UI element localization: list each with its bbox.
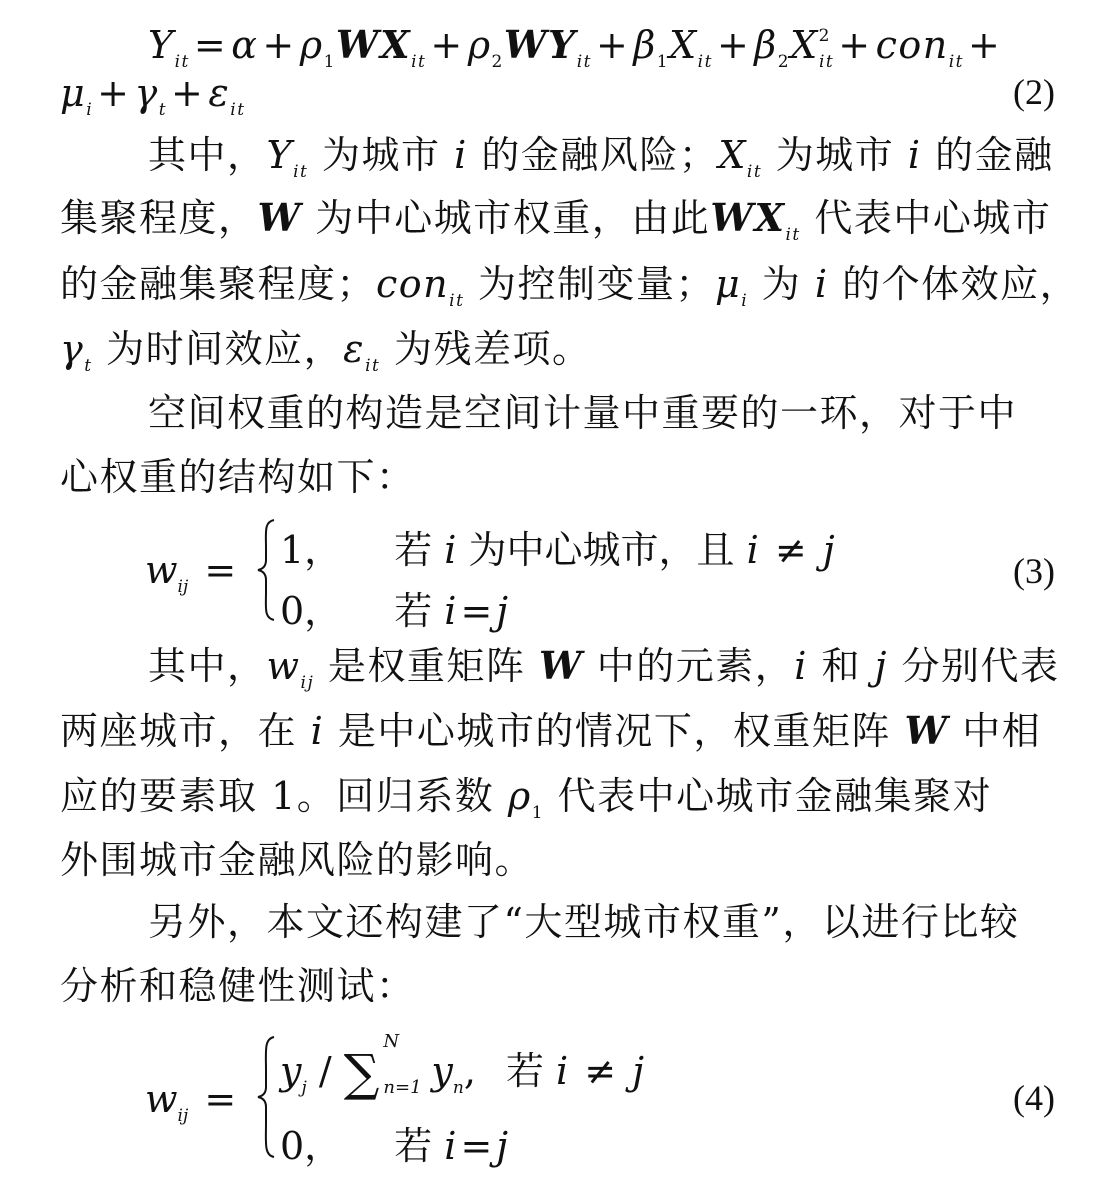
equation-4-number: (4) <box>1013 1078 1055 1118</box>
equation-3-case-2: 0， 若 i = j <box>280 589 509 633</box>
para1-line-1: 其中，$Y_{it}$ 为城市 i 的金融风险；$X_{it}$ 为城市 i 的金融 <box>148 133 1054 182</box>
para3-line-3: 应的要素取 1。回归系数 $\rho_1$ 代表中心城市金融集聚对 <box>60 774 993 823</box>
para3-line-1: 其中，$w_{ij}$ 是权重矩阵 W 中的元素，i 和 j 分别代表 <box>148 643 1060 693</box>
equation-2-line-1: $Y_{it} = \alpha + \rho_1WX_{it} + \rho_2WY_{it} + \beta_1X_{it} + \beta_2X^2_{it} + con_{it}$ + <box>148 22 1002 72</box>
equation-3-number: (3) <box>1013 551 1055 591</box>
para1-line-2: 集聚程度，W 为中心城市权重，由此$WX_{it}$ 代表中心城市 <box>60 195 1052 245</box>
equation-2-line-2: $\mu_i + \gamma_t + \varepsilon_{it}$ <box>60 71 246 120</box>
para2-line-1: 空间权重的构造是空间计量中重要的一环，对于中 <box>148 391 1018 435</box>
equation-4-lhs: $w_{ij}$ = <box>145 1077 237 1126</box>
equation-3-brace <box>256 518 278 622</box>
para2-line-2: 心权重的结构如下： <box>60 455 416 499</box>
equation-4-brace <box>256 1035 278 1159</box>
para1-line-4: $\gamma_t$ 为时间效应，$\varepsilon_{it}$ 为残差项。 <box>60 327 592 376</box>
para1-line-3: 的金融集聚程度；con$_{it}$ 为控制变量；$\mu_i$ 为 i 的个体效应， <box>60 262 1080 311</box>
equation-4-case-2: 0， 若 i = j <box>280 1124 509 1168</box>
equation-2-number: (2) <box>1013 72 1055 112</box>
para3-line-4: 外围城市金融风险的影响。 <box>60 838 535 882</box>
para4-line-1: 另外，本文还构建了“大型城市权重”，以进行比较 <box>148 900 1020 944</box>
para3-line-2: 两座城市，在 i 是中心城市的情况下，权重矩阵 W 中相 <box>60 708 1042 753</box>
equation-4-case-1: $y_j$ / ∑ N n=1 $y_n$, 若 i ≠ j <box>280 1030 645 1102</box>
equation-3-lhs: $w_{ij}$ = <box>145 548 237 597</box>
equation-3-case-1: 1， 若 i 为中心城市，且 i ≠ j <box>280 528 835 572</box>
para4-line-2: 分析和稳健性测试： <box>60 964 416 1008</box>
